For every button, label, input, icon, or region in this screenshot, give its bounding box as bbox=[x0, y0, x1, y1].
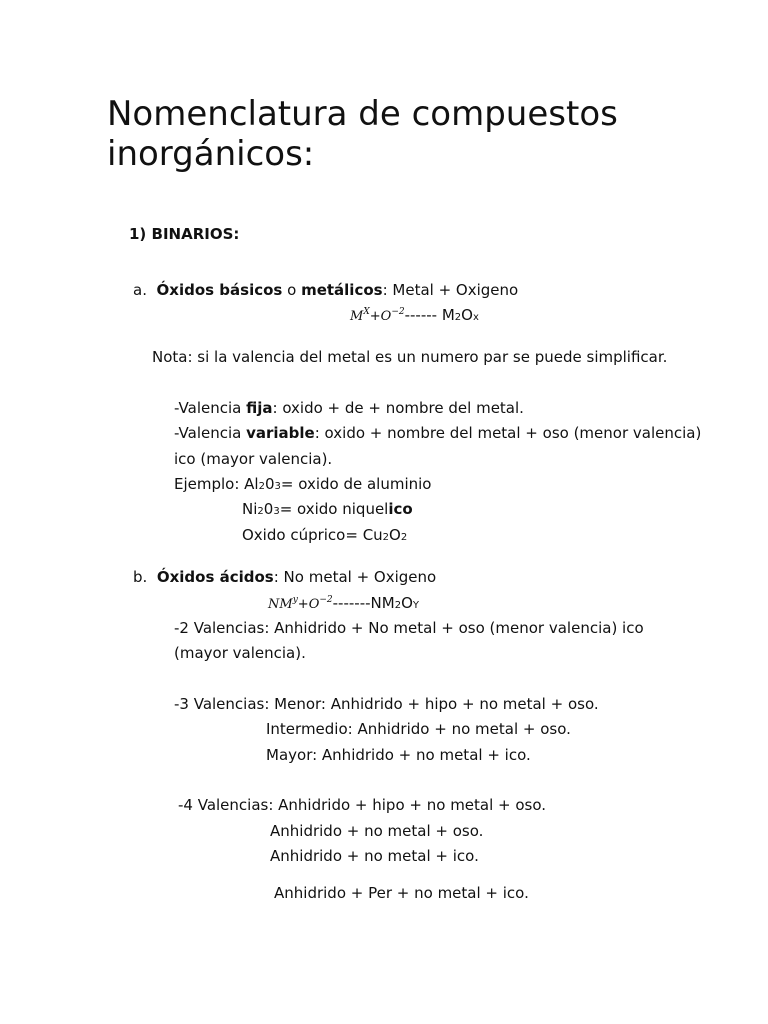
cuatro-valencias-line2: Anhidrido + no metal + oso. bbox=[270, 822, 484, 840]
ejemplo-mid: 0 bbox=[264, 475, 275, 493]
tres-valencias-line1: -3 Valencias: Menor: Anhidrido + hipo + no metal + oso. bbox=[174, 695, 599, 713]
valencia-fija-bold: fija bbox=[246, 399, 273, 417]
cuprico-mid: O bbox=[389, 526, 401, 544]
cuatro-valencias-line1: -4 Valencias: Anhidrido + hipo + no metal + oso. bbox=[178, 796, 547, 814]
ejemplo-rest: = oxido de aluminio bbox=[280, 475, 432, 493]
ni-bold: ico bbox=[388, 500, 413, 518]
formula-a-sub2: 2 bbox=[454, 312, 462, 323]
formula-a-O: O bbox=[380, 309, 392, 324]
item-b-bold1: Óxidos ácidos bbox=[156, 568, 274, 586]
ejemplo-sub1: 2 bbox=[258, 481, 265, 492]
valencia-variable bbox=[174, 423, 701, 443]
formula-a-M-sup: X bbox=[363, 307, 370, 317]
valencia-variable-rest: : oxido + nombre del metal + oso (menor valencia) bbox=[314, 424, 702, 442]
ejemplo-ni-line bbox=[242, 499, 413, 522]
valencia-fija bbox=[174, 398, 524, 418]
item-a-plain1: o bbox=[282, 281, 302, 299]
item-b-rest: : No metal + Oxigeno bbox=[273, 568, 437, 586]
ni-mid: 0 bbox=[263, 500, 274, 518]
formula-a bbox=[350, 305, 479, 328]
ejemplo-cuprico-line bbox=[242, 525, 407, 548]
item-b-heading bbox=[133, 567, 436, 587]
formula-b-sub2: 2 bbox=[394, 600, 402, 611]
ejemplo-line bbox=[174, 474, 432, 497]
formula-b-dashes: -------NM bbox=[332, 594, 395, 612]
formula-b-NM-sup: y bbox=[292, 595, 298, 605]
formula-a-O2: O bbox=[461, 306, 473, 324]
formula-b-NM: NM bbox=[268, 597, 293, 612]
valencia-variable-pre: -Valencia bbox=[174, 424, 247, 442]
ni-pre: Ni bbox=[242, 500, 258, 518]
title-line-2: inorgánicos: bbox=[107, 134, 315, 174]
page-title bbox=[107, 94, 618, 174]
ni-sub1: 2 bbox=[257, 506, 264, 517]
dos-valencias-line1: -2 Valencias: Anhidrido + No metal + oso (menor valencia) ico bbox=[174, 619, 644, 637]
formula-a-subx: x bbox=[472, 312, 479, 323]
valencia-variable-cont: ico (mayor valencia). bbox=[174, 450, 333, 468]
ejemplo-sub2: 3 bbox=[274, 481, 281, 492]
formula-a-dashes: ------ M bbox=[404, 306, 455, 324]
formula-b-O2: O bbox=[401, 594, 413, 612]
formula-b-plus: + bbox=[297, 597, 309, 612]
tres-valencias-line3: Mayor: Anhidrido + no metal + ico. bbox=[266, 746, 531, 764]
formula-a-O-sup: −2 bbox=[391, 307, 405, 317]
item-a-bold1: Óxidos básicos bbox=[156, 281, 283, 299]
item-b-marker: b. bbox=[133, 568, 148, 586]
cuatro-valencias-line4: Anhidrido + Per + no metal + ico. bbox=[274, 884, 529, 902]
formula-b bbox=[268, 593, 419, 616]
cuprico-sub1: 2 bbox=[382, 532, 390, 543]
ni-rest: = oxido niquel bbox=[279, 500, 389, 518]
dos-valencias-line2: (mayor valencia). bbox=[174, 644, 306, 662]
nota: Nota: si la valencia del metal es un numero par se puede simplificar. bbox=[152, 348, 668, 366]
valencia-variable-bold: variable bbox=[246, 424, 315, 442]
item-a-heading bbox=[133, 280, 518, 300]
formula-b-suby: Y bbox=[412, 600, 419, 611]
section-heading-binarios: 1) BINARIOS: bbox=[129, 225, 240, 243]
formula-b-O-sup: −2 bbox=[319, 595, 333, 605]
cuprico-pre: Oxido cúprico= Cu bbox=[242, 526, 383, 544]
valencia-fija-rest: : oxido + de + nombre del metal. bbox=[272, 399, 524, 417]
ni-sub2: 3 bbox=[273, 506, 280, 517]
item-a-rest: : Metal + Oxigeno bbox=[382, 281, 519, 299]
valencia-fija-pre: -Valencia bbox=[174, 399, 247, 417]
formula-a-M: M bbox=[350, 309, 364, 324]
item-a-bold2: metálicos bbox=[301, 281, 383, 299]
formula-a-plus: + bbox=[369, 309, 381, 324]
title-line-1: Nomenclatura de compuestos bbox=[107, 94, 618, 134]
tres-valencias-line2: Intermedio: Anhidrido + no metal + oso. bbox=[266, 720, 571, 738]
ejemplo-pre: Ejemplo: Al bbox=[174, 475, 259, 493]
cuprico-sub2: 2 bbox=[400, 532, 408, 543]
item-a-marker: a. bbox=[133, 281, 147, 299]
formula-b-O: O bbox=[308, 597, 320, 612]
cuatro-valencias-line3: Anhidrido + no metal + ico. bbox=[270, 847, 479, 865]
